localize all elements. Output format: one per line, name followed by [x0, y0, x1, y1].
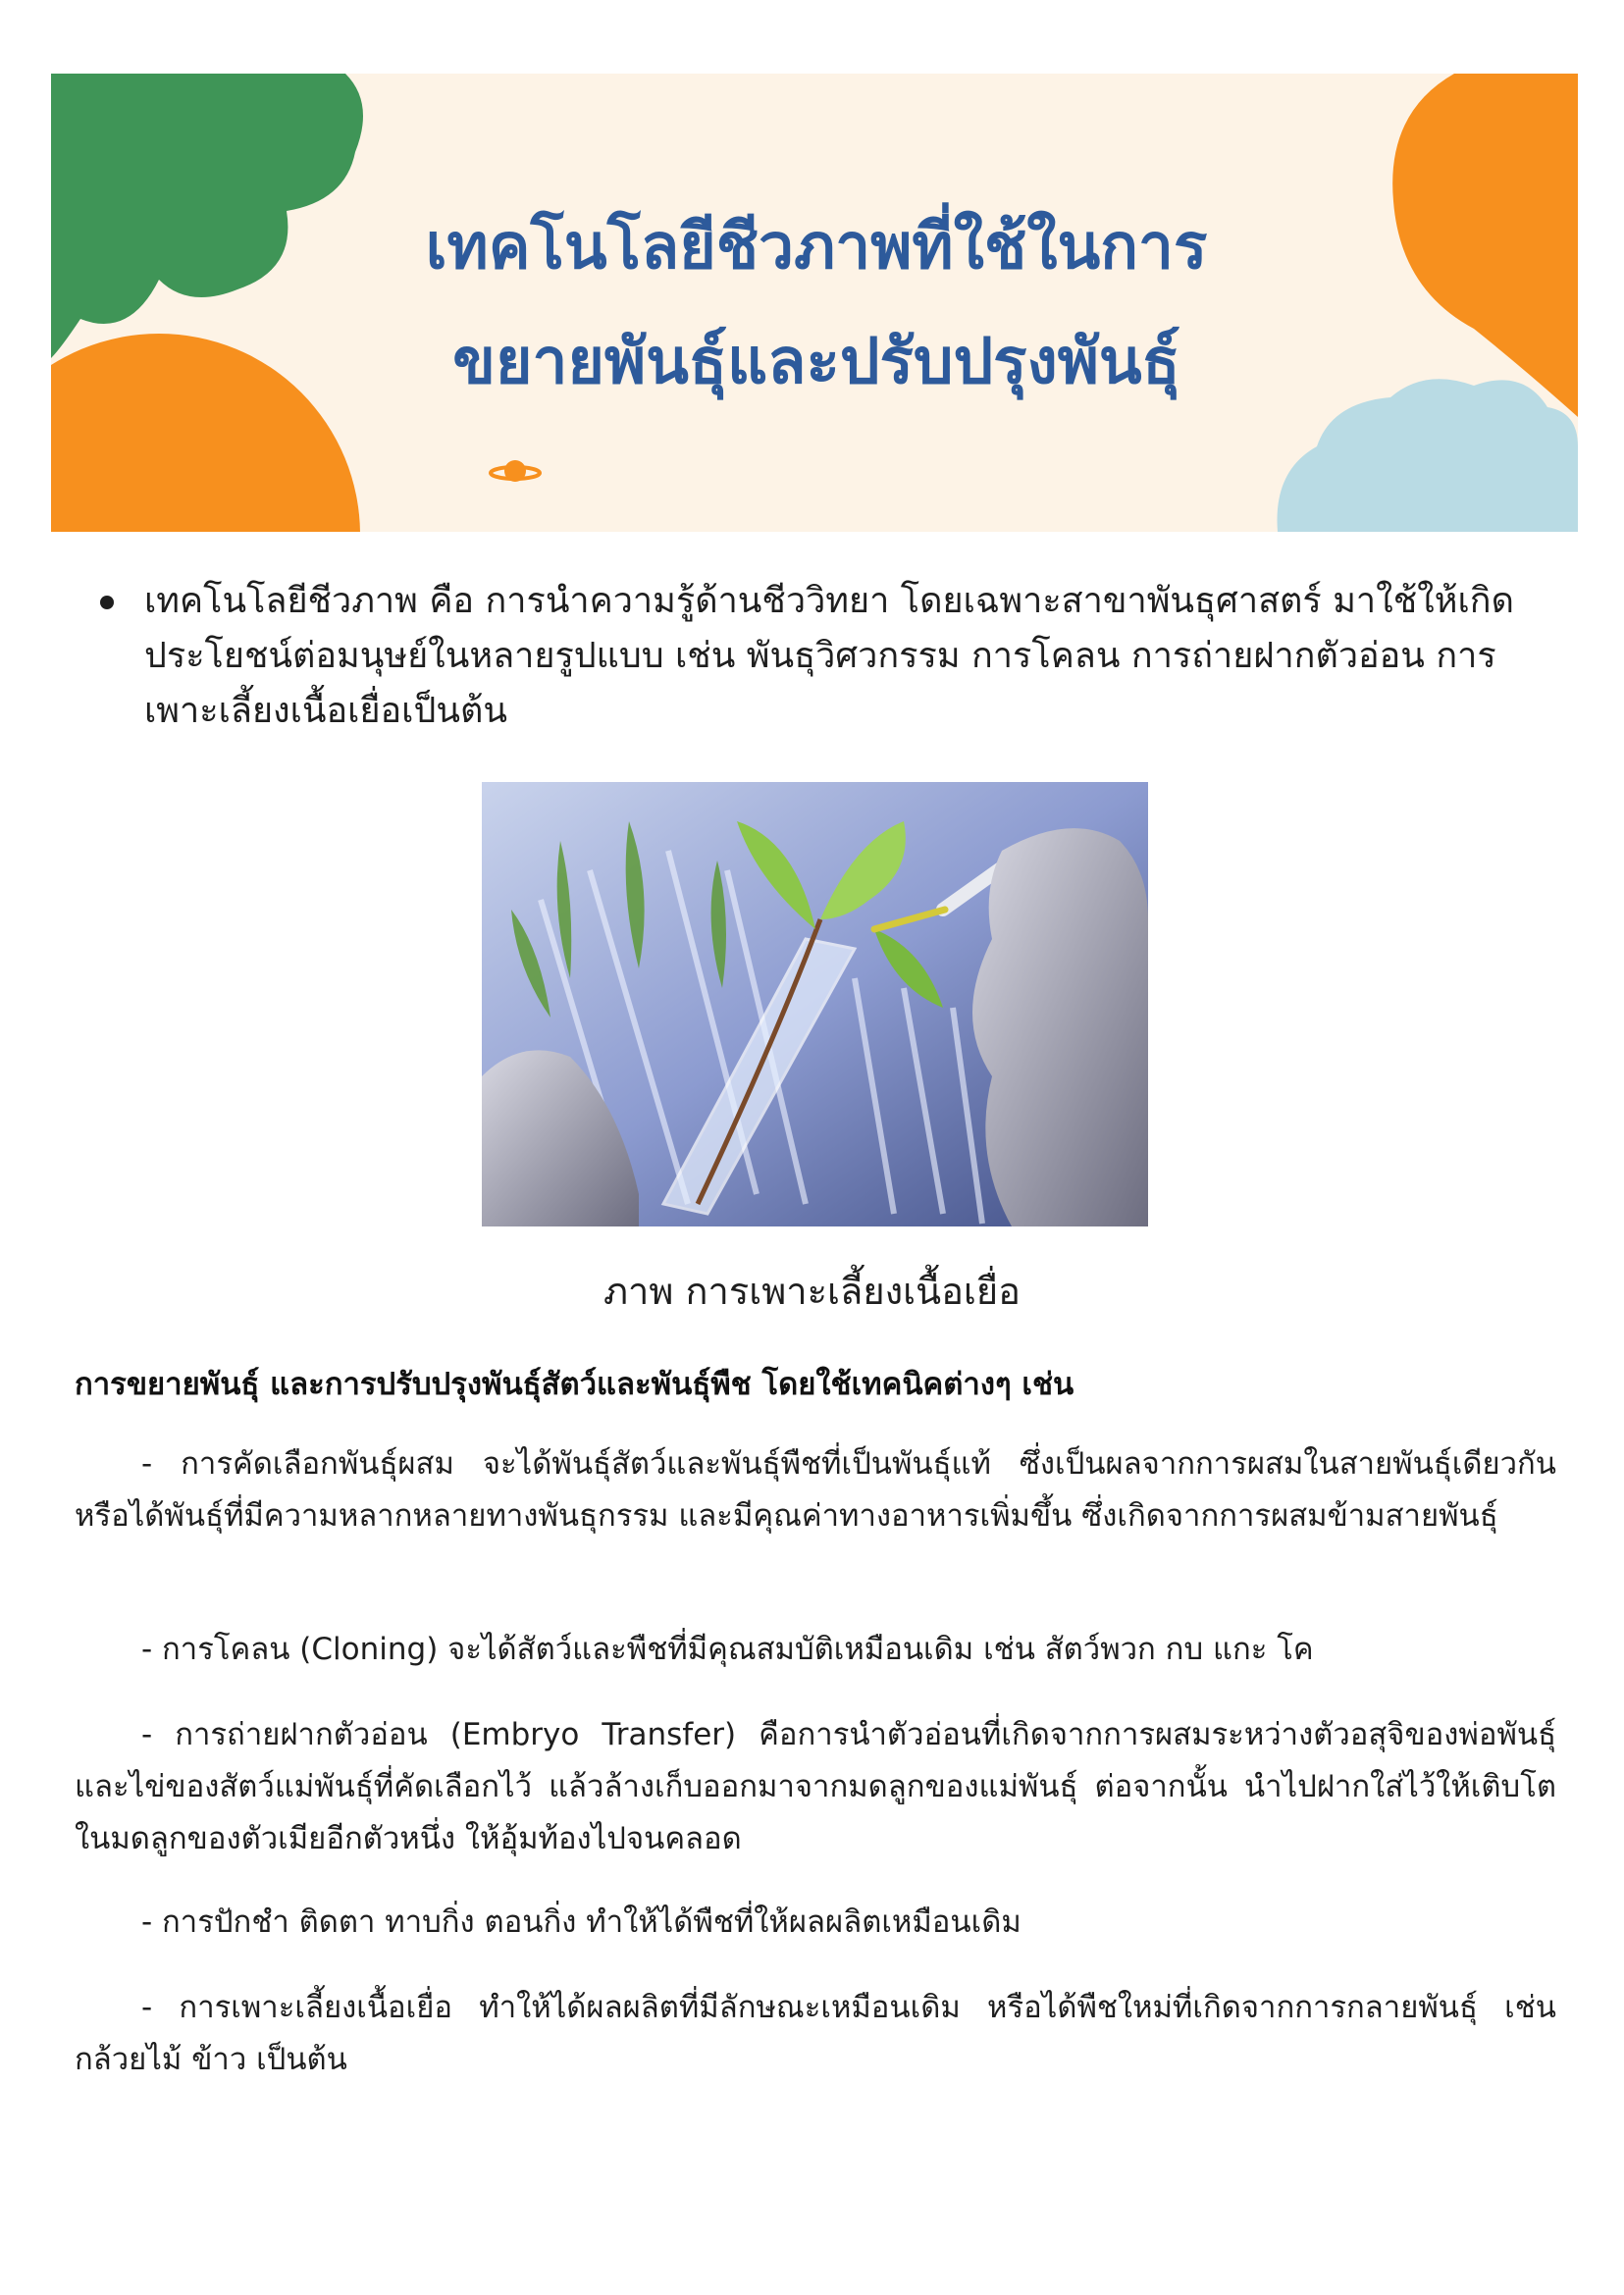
list-item: - การปักชำ ติดตา ทาบกิ่ง ตอนกิ่ง ทำให้ได้พืชที่ให้ผลผลิตเหมือนเดิม	[141, 1904, 1022, 1940]
list-item: - การโคลน (Cloning) จะได้สัตว์และพืชที่มีคุณสมบัติเหมือนเดิม เช่น สัตว์พวก กบ แกะ โค	[141, 1632, 1314, 1667]
tissue-culture-photo	[482, 782, 1148, 1226]
figure-caption: ภาพ การเพาะเลี้ยงเนื้อเยื่อ	[602, 1270, 1021, 1313]
list-item: - การคัดเลือกพันธุ์ผสม จะได้พันธุ์สัตว์และพันธุ์พืชที่เป็นพันธุ์แท้ ซึ่งเป็นผลจากการผสมในสายพันธุ์เดียวกัน หรือได้พันธุ์ที่มีความหลากหลายทางพันธุกรรม และมีคุณค่าทางอาหารเพิ่มขึ้น ซึ่งเกิดจากการผสมข้ามสายพันธุ์	[75, 1446, 1556, 1534]
title-banner	[51, 74, 1578, 532]
page-title-line1: เทคโนโลยีชีวภาพที่ใช้ในการ	[425, 211, 1208, 284]
list-item: - การเพาะเลี้ยงเนื้อเยื่อ ทำให้ได้ผลผลิตที่มีลักษณะเหมือนเดิม หรือได้พืชใหม่ที่เกิดจากการกลายพันธุ์ เช่น กล้วยไม้ ข้าว เป็นต้น	[75, 1990, 1556, 2077]
banner-decorations	[51, 74, 1578, 532]
intro-text: เทคโนโลยีชีวภาพ คือ การนำความรู้ด้านชีววิทยา โดยเฉพาะสาขาพันธุศาสตร์ มาใช้ให้เกิดประโยชน์ต่อมนุษย์ในหลายรูปแบบ เช่น พันธุวิศวกรรม การโคลน การถ่ายฝากตัวอ่อน การเพาะเลี้ยงเนื้อเยื่อเป็นต้น	[144, 581, 1514, 731]
page-title-line2: ขยายพันธุ์และปรับปรุงพันธุ์	[452, 326, 1180, 398]
orange-blob-right	[1392, 74, 1578, 417]
list-item: - การถ่ายฝากตัวอ่อน (Embryo Transfer) คือการนำตัวอ่อนที่เกิดจากการผสมระหว่างตัวอสุจิของพ่อพันธุ์ และไข่ของสัตว์แม่พันธุ์ที่คัดเลือกไว้ แล้วล้างเก็บออกมาจากมดลูกของแม่พันธุ์ ต่อจากนั้น นำไปฝากใส่ไว้ให้เติบโตในมดลูกของตัวเมียอีกตัวหนึ่ง ให้อุ้มท้องไปจนคลอด	[75, 1717, 1556, 1856]
section-heading: การขยายพันธุ์ และการปรับปรุงพันธุ์สัตว์และพันธุ์พืช โดยใช้เทคนิคต่างๆ เช่น	[75, 1367, 1074, 1402]
planet-icon	[488, 456, 543, 488]
bullet-icon	[100, 596, 114, 609]
intro-bullet	[100, 574, 1552, 739]
blue-cloud-shape	[1278, 379, 1579, 532]
